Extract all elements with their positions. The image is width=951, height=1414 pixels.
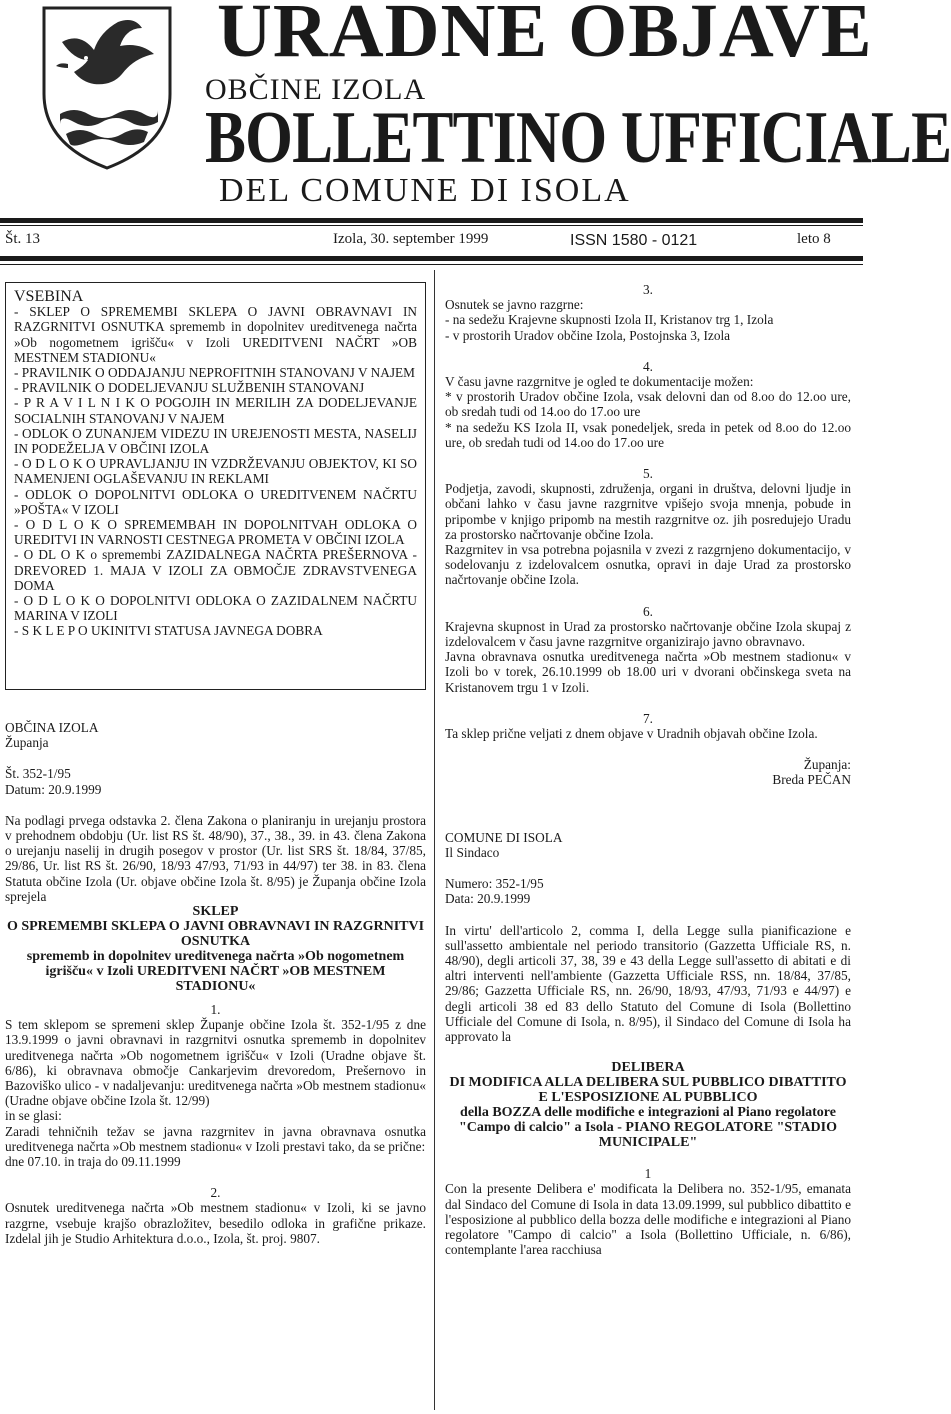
issuer-it: COMUNE DI ISOLA xyxy=(445,829,563,845)
toc-item: - PRAVILNIK O ODDAJANJU NEPROFITNIH STANOVANJ V NAJEM xyxy=(14,365,415,381)
decision-heading-it: DELIBERA xyxy=(611,1060,685,1076)
masthead-title-it: BOLLETTINO UFFICIALE xyxy=(205,97,951,179)
signature-role: Županja: xyxy=(803,757,851,773)
article-number: 1. xyxy=(210,1002,221,1018)
masthead-subtitle-it: DEL COMUNE DI ISOLA xyxy=(219,172,631,209)
article-text: S tem sklepom se spremeni sklep Županje občine Izola št. 352-1/95 z dne 13.9.1999 o javni obravnavi in razgrnitvi osnutka sprememb in dopolnitev ureditvenega načrta »Ob nogometnem igrišču« v Izoli (Uradne objave št. 6/86), ki obravnava območje Cankarjevim drevoredom, Prešernovo in Bazoviško ulico - v nadaljevanju: ureditvenega načrta »Ob mestnem stadionu« (Uradne objave občine Izola št. 12/99) xyxy=(5,1017,426,1109)
right-column xyxy=(445,282,851,1257)
article-text: - na sedežu Krajevne skupnosti Izola II, Kristanov trg 1, Izola xyxy=(445,312,774,328)
masthead-subtitle-sl: OBČINE IZOLA xyxy=(205,73,427,106)
article-text: - v prostorih Uradov občine Izola, Postojnska 3, Izola xyxy=(445,327,731,343)
issue-issn: ISSN 1580 - 0121 xyxy=(570,232,698,249)
article-number: 6. xyxy=(643,603,653,619)
article-number: 3. xyxy=(643,282,653,297)
masthead-title-sl: URADNE OBJAVE xyxy=(217,0,873,73)
left-column xyxy=(5,282,426,1246)
issue-year: leto 8 xyxy=(797,231,831,247)
reference-number-it: Numero: 352-1/95 xyxy=(445,876,544,892)
header-rule-bottom-thin xyxy=(0,264,863,265)
toc-item: - PRAVILNIK O DODELJEVANJU SLUŽBENIH STANOVANJ xyxy=(14,380,365,396)
issuer-role-it: Il Sindaco xyxy=(445,844,500,860)
article-text: Con la presente Delibera e' modificata la Delibera no. 352-1/95, emanata dal Sindaco del Comune di Isola in data 13.09.1999, sul pubblico dibattito e l'esposizione al pubblico della bozza delle modifiche e integrazioni al Piano regolatore "Campo di calcio" a Isola (Bollettino Ufficiale, n. 6/86), contemplante l'area racchiusa xyxy=(445,1181,851,1258)
article-text: * v prostorih Uradov občine Izola, vsak delovni dan od 8.oo do 12.oo ure, ob sredah tudi od 14.oo do 17.oo ure xyxy=(445,389,851,420)
article-number: 7. xyxy=(643,710,653,726)
article-number: 4. xyxy=(643,358,653,374)
preamble: Na podlagi prvega odstavka 2. člena Zakona o planiranju in urejanju prostora v prehodnem obdobju (Ur. list RS št. 48/90), 37., 38., 39. in 43. člena Zakona o urejanju naselij in drugih posegov v prostor (Ur. list SRS št. 18/84, 37/85, 29/86, Ur. list RS št. 26/90, 18/93 47/93, 71/93 in 44/97) ter 38. in 83. člena Statuta občine Izola (Ur. objave občine Izola št. 8/95) je Županja občine Izola sprejela xyxy=(5,812,426,904)
issue-date: Izola, 30. september 1999 xyxy=(333,231,489,247)
article-number: 5. xyxy=(643,466,653,482)
reference-date: Datum: 20.9.1999 xyxy=(5,781,102,797)
issuer-role: Županja xyxy=(5,735,49,751)
article-text: dne 07.10. in traja do 09.11.1999 xyxy=(5,1154,181,1170)
issue-number: Št. 13 xyxy=(5,231,41,247)
table-of-contents xyxy=(5,282,426,690)
decision-heading-subject: O SPREMEMBI SKLEPA O JAVNI OBRAVNAVI IN RAZGRNITVI OSNUTKA xyxy=(6,919,425,950)
header-rule-top-thin xyxy=(0,225,863,226)
toc-item: - O D L O K O SPREMEMBAH IN DOPOLNITVAH ODLOKA O UREDITVI IN VARNOSTI CESTNEGA PROMETA V OBČINI IZOLA xyxy=(14,517,417,548)
toc-title: VSEBINA xyxy=(14,288,84,305)
article-number: 1 xyxy=(644,1166,652,1182)
toc-item: - ODLOK O DOPOLNITVI ODLOKA O UREDITVENEM NAČRTU »POŠTA« V IZOLI xyxy=(14,486,417,517)
toc-item: - ODLOK O ZUNANJEM VIDEZU IN UREJENOSTI MESTA, NASELIJ IN PODEŽELJA V OBČINI IZOLA xyxy=(14,425,417,457)
article-text: Razgrnitev in vsa potrebna pojasnila v zvezi z razgrnjeno dokumentacijo, v sodelovanju z izdelovalcem osnutka, opravi in daje Urad za prostorsko načrtovanje občine Izola. xyxy=(445,542,851,588)
article-text: Krajevna skupnost in Urad za prostorsko načrtovanje občine Izola skupaj z izdelovalcem v času javne razgrnitve organizirajo javno obravnavo. xyxy=(445,618,851,650)
header-rule-bottom xyxy=(0,256,863,261)
article-text: Osnutek ureditvenega načrta »Ob mestnem stadionu« v Izoli, ki se javno razgrne, vsebuje krajšo obrazložitev, besedilo odloka in grafične prikaze. Izdelal jih je Studio Arhitektura d.o.o., Izola, št. proj. 9807. xyxy=(5,1200,426,1246)
header-rule-top xyxy=(0,218,863,223)
toc-item: - O DL O K o spremembi ZAZIDALNEGA NAČRTA PREŠERNOVA - DREVORED 1. MAJA V IZOLI ZA OBMOČJE ZDRAVSTVENEGA DOMA xyxy=(14,547,417,593)
article-text: Podjetja, zavodi, skupnosti, združenja, organi in društva, delovni ljudje in občani lahko v času javne razgrnitve vpišejo svoja mnenja, pobude in pripombe v knjigo pripomb na mestih razgrnitve oz. jih posredujejo Uradu za prostorsko načrtovanje občine Izola. xyxy=(445,481,851,542)
toc-item: - S K L E P O UKINITVI STATUSA JAVNEGA DOBRA xyxy=(14,623,323,639)
toc-item: - O D L O K O DOPOLNITVI ODLOKA O ZAZIDALNEM NAČRTU MARINA V IZOLI xyxy=(14,593,417,624)
article-text: V času javne razgrnitve je ogled te dokumentacije možen: xyxy=(445,374,754,390)
signature-name: Breda PEČAN xyxy=(772,772,851,788)
article-text: Javna obravnava osnutka ureditvenega načrta »Ob mestnem stadionu« v Izoli bo v torek, 26.10.1999 ob 18.00 uri v dvorani občinskega sveta na Kristanovem trgu 1 v Izoli. xyxy=(445,649,851,695)
toc-item: - SKLEP O SPREMEMBI SKLEPA O JAVNI OBRAVNAVI IN RAZGRNITVI OSNUTKA sprememb in dopolnitev ureditvenega načrta »Ob nogometnem igrišču« v Izoli UREDITVENI NAČRT »OB MESTNEM STADIONU« xyxy=(14,304,417,365)
coat-of-arms-logo xyxy=(22,2,192,172)
article-number: 2. xyxy=(210,1185,221,1201)
toc-item: - P R A V I L N I K O POGOJIH IN MERILIH ZA DODELJEVANJE SOCIALNIH STANOVANJ V NAJEM xyxy=(14,395,417,426)
decision-heading-detail: sprememb in dopolnitev ureditvenega načrta »Ob nogometnem igrišču« v Izoli UREDITVENI NAČRT »OB MESTNEM STADIONU« xyxy=(26,949,405,995)
reference-date-it: Data: 20.9.1999 xyxy=(445,891,531,907)
toc-item: - O D L O K O UPRAVLJANJU IN VZDRŽEVANJU OBJEKTOV, KI SO NAMENJENI OGLAŠEVANJU IN REKLAMI xyxy=(14,456,417,487)
article-text: in se glasi: xyxy=(5,1108,62,1124)
decision-heading-detail-it: della BOZZA delle modifiche e integrazioni al Piano regolatore "Campo di calcio" a Isola - PIANO REGOLATORE "STADIO MUNICIPALE" xyxy=(458,1105,838,1151)
decision-heading-subject-it: DI MODIFICA ALLA DELIBERA SUL PUBBLICO DIBATTITO E L'ESPOSIZIONE AL PUBBLICO xyxy=(449,1075,847,1106)
reference-number: Št. 352-1/95 xyxy=(5,766,71,782)
column-separator xyxy=(434,270,435,1410)
article-text: Osnutek se javno razgrne: xyxy=(445,297,584,313)
article-text: Zaradi tehničnih težav se javna razgrnitev in javna obravnava osnutka ureditvenega načrta »Ob mestnem stadionu« v Izoli prestavi tako, da se prične: xyxy=(5,1123,426,1154)
preamble-it: In virtu' dell'articolo 2, comma I, della Legge sulla pianificazione e sull'assetto ambientale nel periodo transitorio (Gazzetta Ufficiale RS, n. 48/90), degli articoli 37, 38, 39 e 43 della Legge sull'assetto di abitati e di altri interventi nell'ambiente (Gazzetta Ufficiale RSS, nn. 18/84, 37/85, 29/86; Gazzetta Ufficiale RS, nn. 26/90, 18/93, 47/93, 71/93 e 44/97) e degli articoli 38 ed 83 dello Statuto del Comune di Isola (Bollettino Ufficiale del Comune di Isola, n. 8/95), il Sindaco del Comune di Isola ha approvato la xyxy=(445,922,851,1044)
decision-heading: SKLEP xyxy=(192,904,239,920)
article-text: Ta sklep prične veljati z dnem objave v Uradnih objavah občine Izola. xyxy=(445,726,818,742)
article-text: * na sedežu KS Izola II, vsak ponedeljek, sreda in petek od 8.oo do 12.oo ure, ob sredah tudi od 14.oo do 17.oo ure xyxy=(445,419,851,450)
issuer: OBČINA IZOLA xyxy=(5,720,99,735)
